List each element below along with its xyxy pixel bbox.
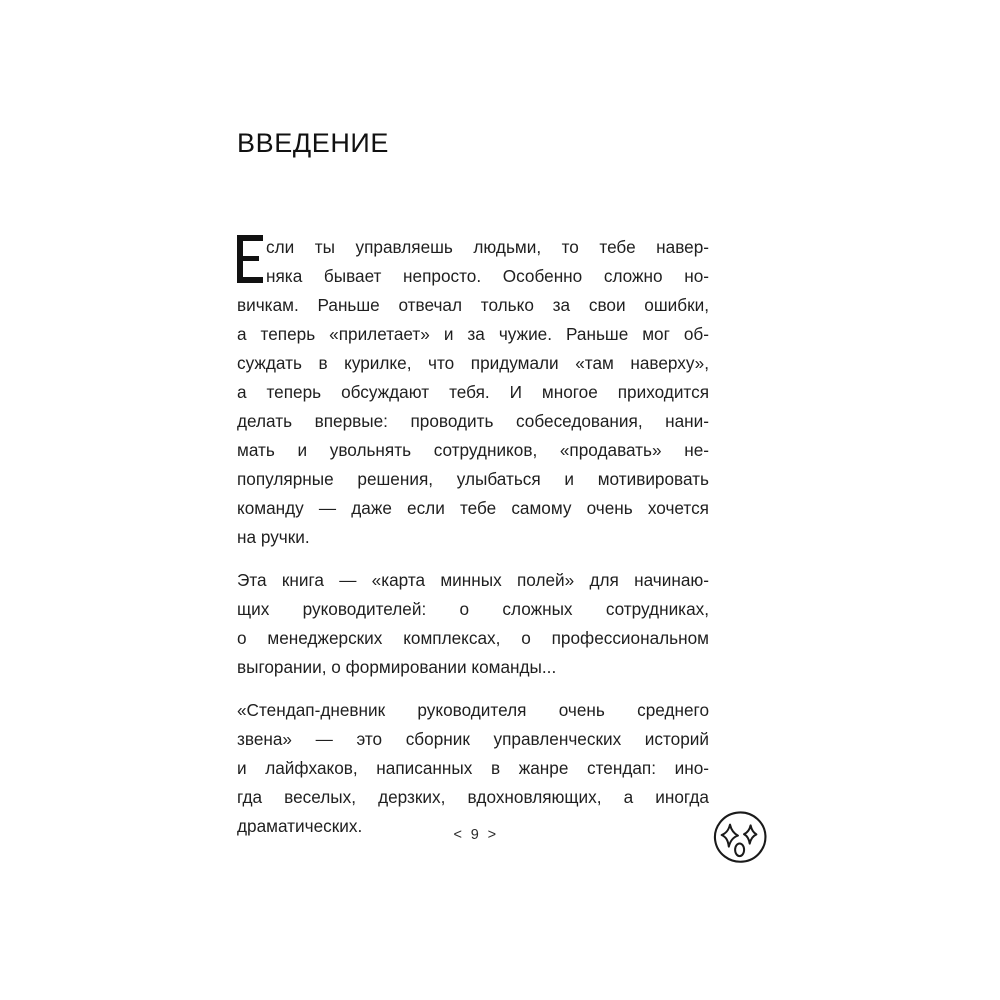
text-line: драматических.	[237, 816, 363, 836]
page-number-text: < 9 >	[453, 827, 499, 843]
text-line: «Стендап-дневник руководителя очень среднего	[237, 700, 709, 720]
text-line: мать и увольнять сотрудников, «продавать» не-	[237, 440, 709, 460]
text-line: сли ты управляешь людьми, то тебе навер-	[266, 237, 709, 257]
paragraph-2	[237, 566, 709, 682]
text-line: о менеджерских комплексах, о профессиональном	[237, 628, 709, 648]
paragraph-3	[237, 696, 709, 841]
text-line: команду — даже если тебе самому очень хочется	[237, 498, 709, 518]
text-line: а теперь «прилетает» и за чужие. Раньше мог об-	[237, 324, 709, 344]
page-number	[0, 827, 1000, 843]
text-line: вичкам. Раньше отвечал только за свои ошибки,	[237, 295, 709, 315]
text-line: популярные решения, улыбаться и мотивировать	[237, 469, 709, 489]
text-line: Эта книга — «карта минных полей» для начинаю-	[237, 570, 709, 590]
paragraph-1	[237, 233, 709, 552]
text-line: няка бывает непросто. Особенно сложно но-	[266, 266, 709, 286]
text-line: суждать в курилке, что придумали «там наверху»,	[237, 353, 709, 373]
text-line: выгорании, о формировании команды...	[237, 657, 557, 677]
page-title: ВВЕДЕНИЕ	[237, 128, 390, 158]
drop-cap-letter-e	[237, 233, 264, 283]
text-line: гда веселых, дерзких, вдохновляющих, а иногда	[237, 787, 709, 807]
text-line: делать впервые: проводить собеседования, нани-	[237, 411, 709, 431]
sparkle-face-emblem-icon	[709, 808, 771, 870]
body-text-block	[237, 233, 709, 841]
text-line: и лайфхаков, написанных в жанре стендап: ино-	[237, 758, 709, 778]
text-line: на ручки.	[237, 527, 310, 547]
text-line: а теперь обсуждают тебя. И многое приходится	[237, 382, 709, 402]
text-line: звена» — это сборник управленческих историй	[237, 729, 709, 749]
text-line: щих руководителей: о сложных сотрудниках,	[237, 599, 709, 619]
